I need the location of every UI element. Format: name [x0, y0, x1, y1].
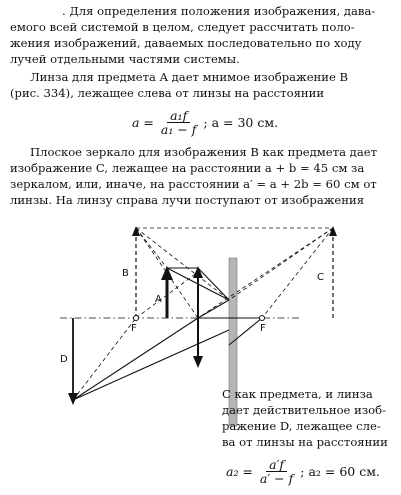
focus-point-right: [260, 316, 265, 321]
text-line: C как предмета, и линза: [222, 387, 373, 401]
formula-lhs: a₂ =: [226, 464, 253, 479]
text-line: (рис. 334), лежащее слева от линзы на расстоянии: [10, 86, 325, 100]
text-line: . Для определения положения изображения, дава-: [62, 4, 376, 18]
fraction-denominator: a₁ − f: [160, 122, 197, 137]
label-d: D: [60, 354, 68, 365]
formula-rhs: ; a₂ = 60 см.: [300, 464, 380, 479]
fraction-numerator: a₁f: [167, 109, 190, 123]
fraction-denominator: a′ − f: [259, 471, 294, 486]
label-b: B: [122, 268, 129, 279]
formula-rhs: ; a = 30 см.: [203, 115, 279, 130]
text-line: Линза для предмета A дает мнимое изображение B: [30, 70, 349, 84]
focus-point-left: [134, 316, 139, 321]
text-line: Плоское зеркало для изображения B как предмета дает: [30, 145, 378, 159]
formula-lhs: a =: [132, 115, 154, 130]
formula-a2: [226, 458, 380, 485]
label-c: C: [317, 272, 324, 283]
text-line: жения изображений, даваемых последовательно по ходу: [10, 36, 362, 50]
text-line: ва от линзы на расстоянии: [222, 435, 388, 449]
label-f-left: F: [131, 323, 137, 334]
fraction-numerator: a′f: [266, 458, 287, 472]
label-f-right: F: [260, 323, 266, 334]
text-line: ражение D, лежащее сле-: [222, 419, 381, 433]
text-line: дает действительное изоб-: [222, 403, 387, 417]
text-line: лучей отдельными частями системы.: [10, 52, 240, 66]
text-line: изображение C, лежащее на расстоянии a + b = 45 см за: [10, 161, 365, 175]
label-a: A: [155, 294, 162, 305]
formula-fraction: [257, 458, 296, 485]
text-line: емого всей системой в целом, следует рассчитать поло-: [10, 20, 355, 34]
text-line: линзы. На линзу справа лучи поступают от изображения: [10, 193, 365, 207]
text-line: зеркалом, или, иначе, на расстоянии a′ = a + 2b = 60 см от: [10, 177, 377, 191]
